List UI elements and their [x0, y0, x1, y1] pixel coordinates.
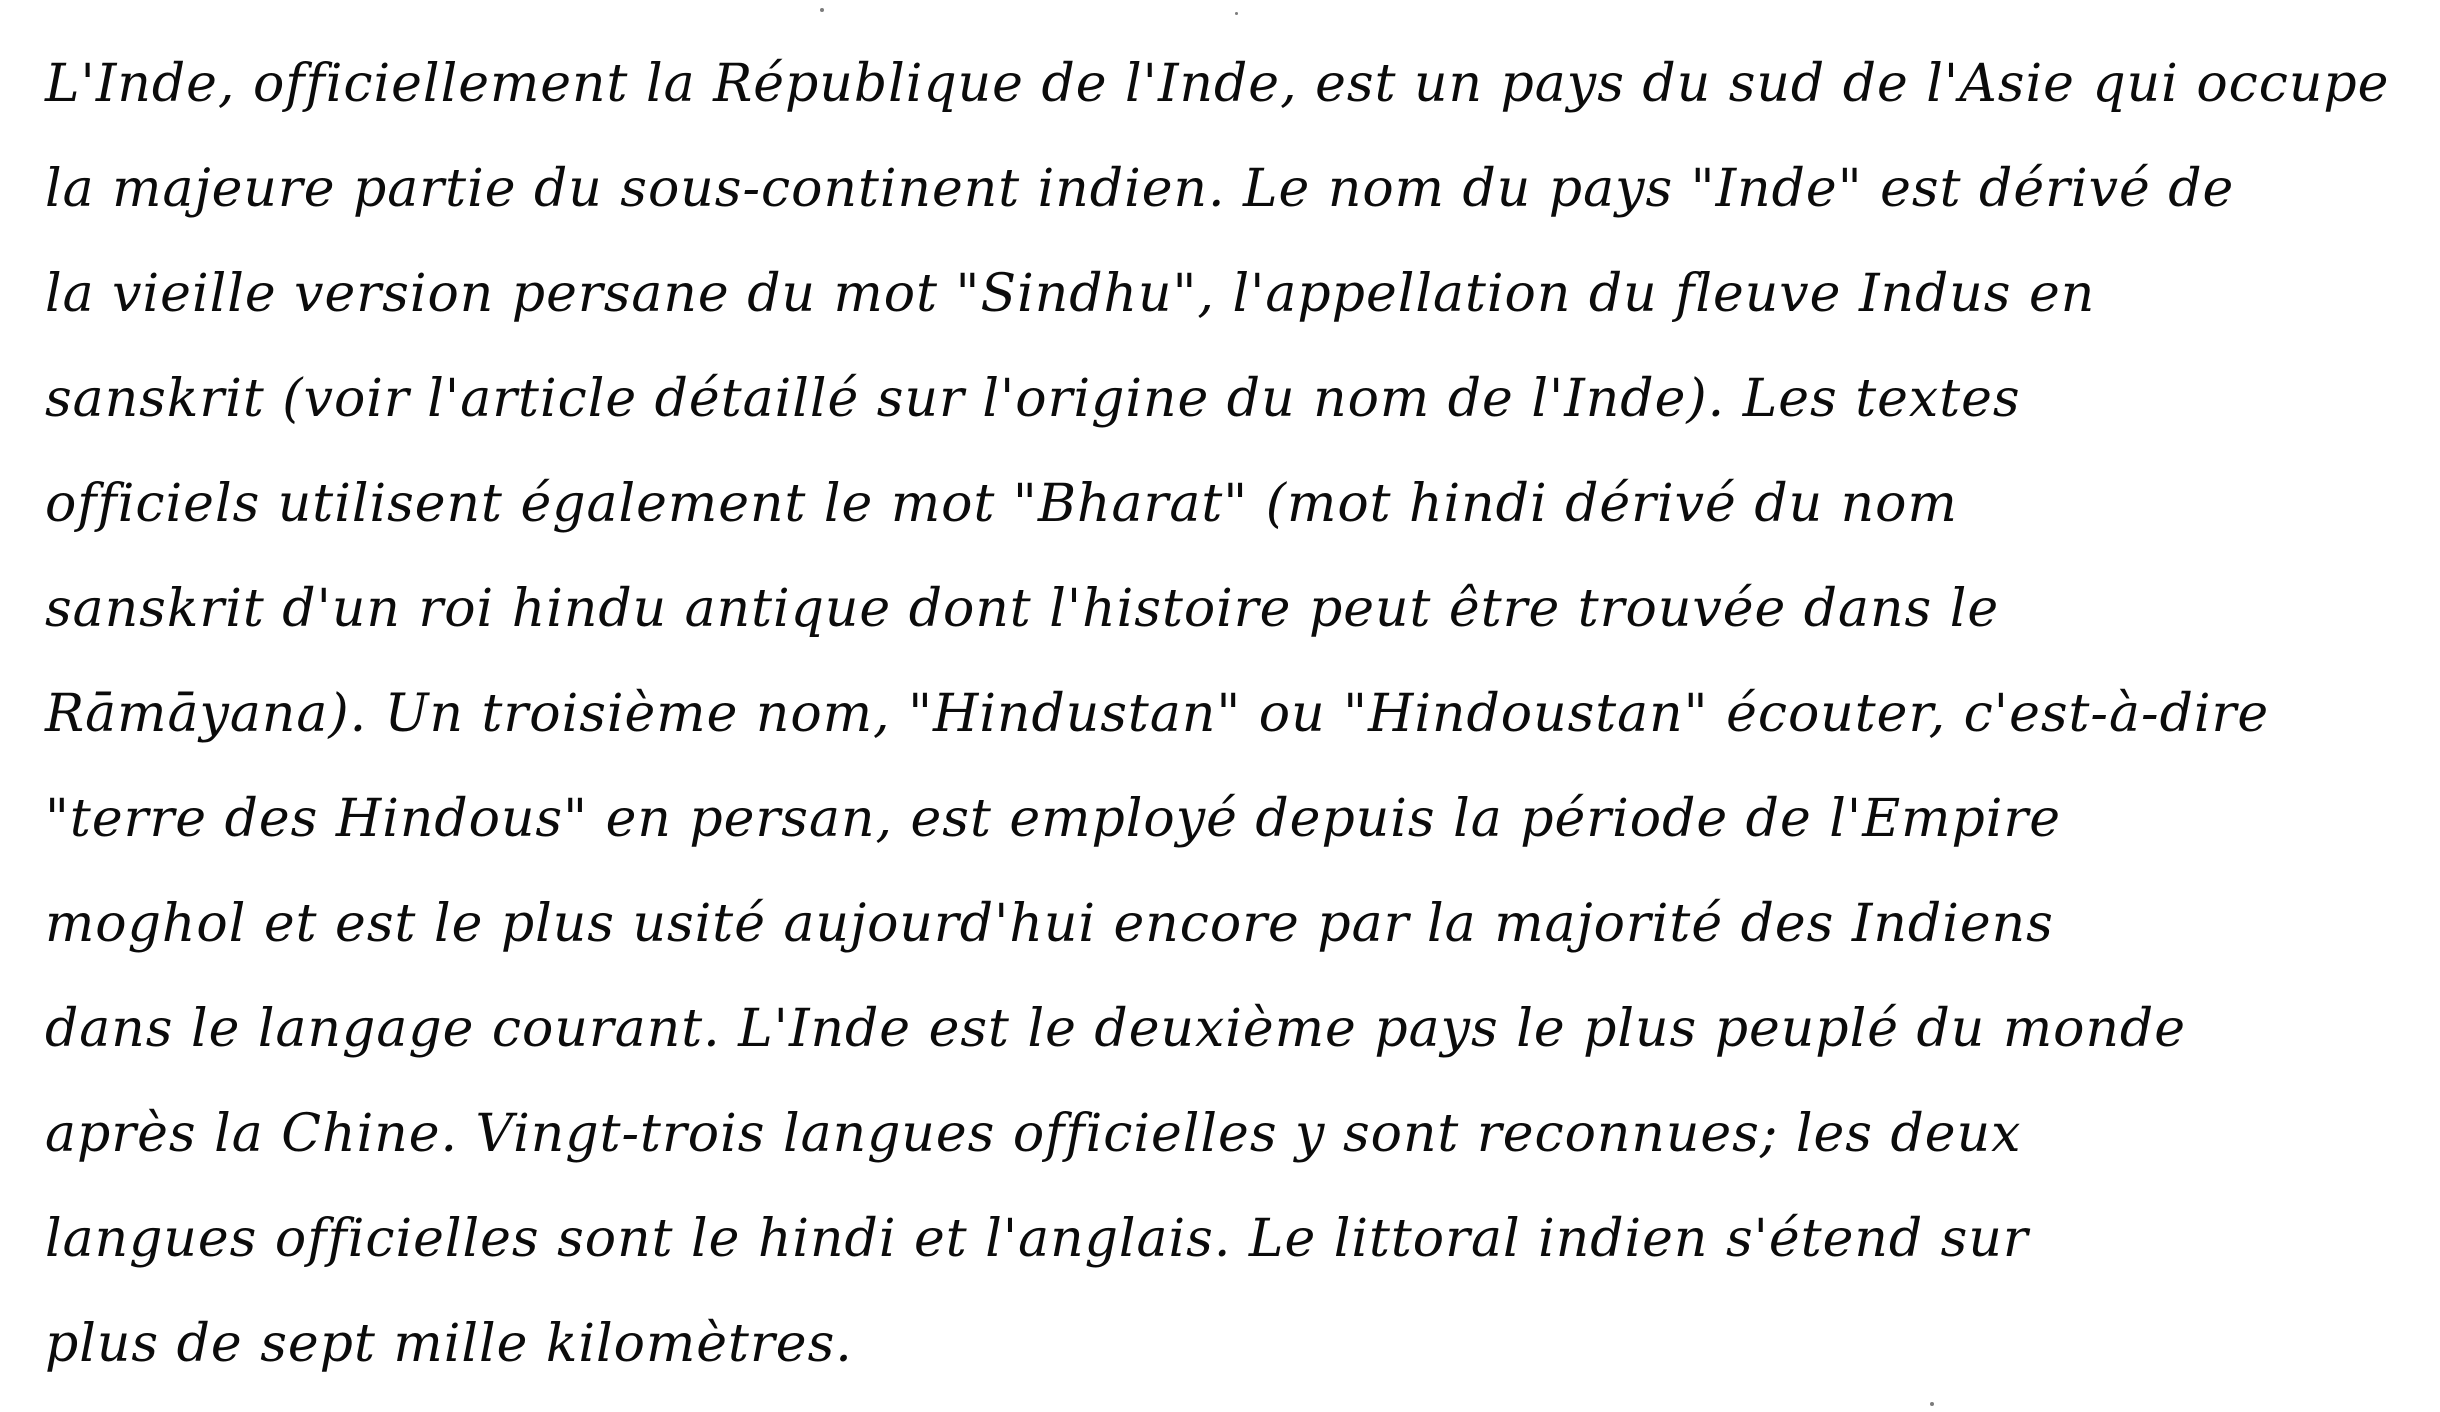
text-line-4: sanskrit (voir l'article détaillé sur l'origine du nom de l'Inde). Les textes: [45, 369, 2021, 429]
ink-speck: [1930, 1402, 1934, 1406]
text-line-11: après la Chine. Vingt-trois langues officielles y sont reconnues; les deux: [45, 1104, 2022, 1164]
text-line-8: "terre des Hindous" en persan, est employé depuis la période de l'Empire: [45, 789, 2062, 849]
text-line-2: la majeure partie du sous-continent indien. Le nom du pays "Inde" est dérivé de: [45, 159, 2235, 219]
text-line-10: dans le langage courant. L'Inde est le deuxième pays le plus peuplé du monde: [45, 999, 2186, 1059]
text-line-5: officiels utilisent également le mot "Bharat" (mot hindi dérivé du nom: [45, 474, 1958, 534]
text-line-12: langues officielles sont le hindi et l'anglais. Le littoral indien s'étend sur: [45, 1209, 2029, 1269]
text-line-13: plus de sept mille kilomètres.: [45, 1314, 853, 1374]
ink-speck: [1235, 12, 1238, 15]
text-line-7: Rāmāyana). Un troisième nom, "Hindustan" ou "Hindoustan" écouter, c'est-à-dire: [45, 684, 2270, 744]
text-line-9: moghol et est le plus usité aujourd'hui encore par la majorité des Indiens: [45, 894, 2054, 954]
ink-speck: [820, 8, 824, 12]
text-line-6: sanskrit d'un roi hindu antique dont l'histoire peut être trouvée dans le: [45, 579, 2000, 639]
text-line-3: la vieille version persane du mot "Sindhu", l'appellation du fleuve Indus en: [45, 264, 2096, 324]
text-line-1: L'Inde, officiellement la République de l'Inde, est un pays du sud de l'Asie qui occupe: [45, 54, 2390, 114]
